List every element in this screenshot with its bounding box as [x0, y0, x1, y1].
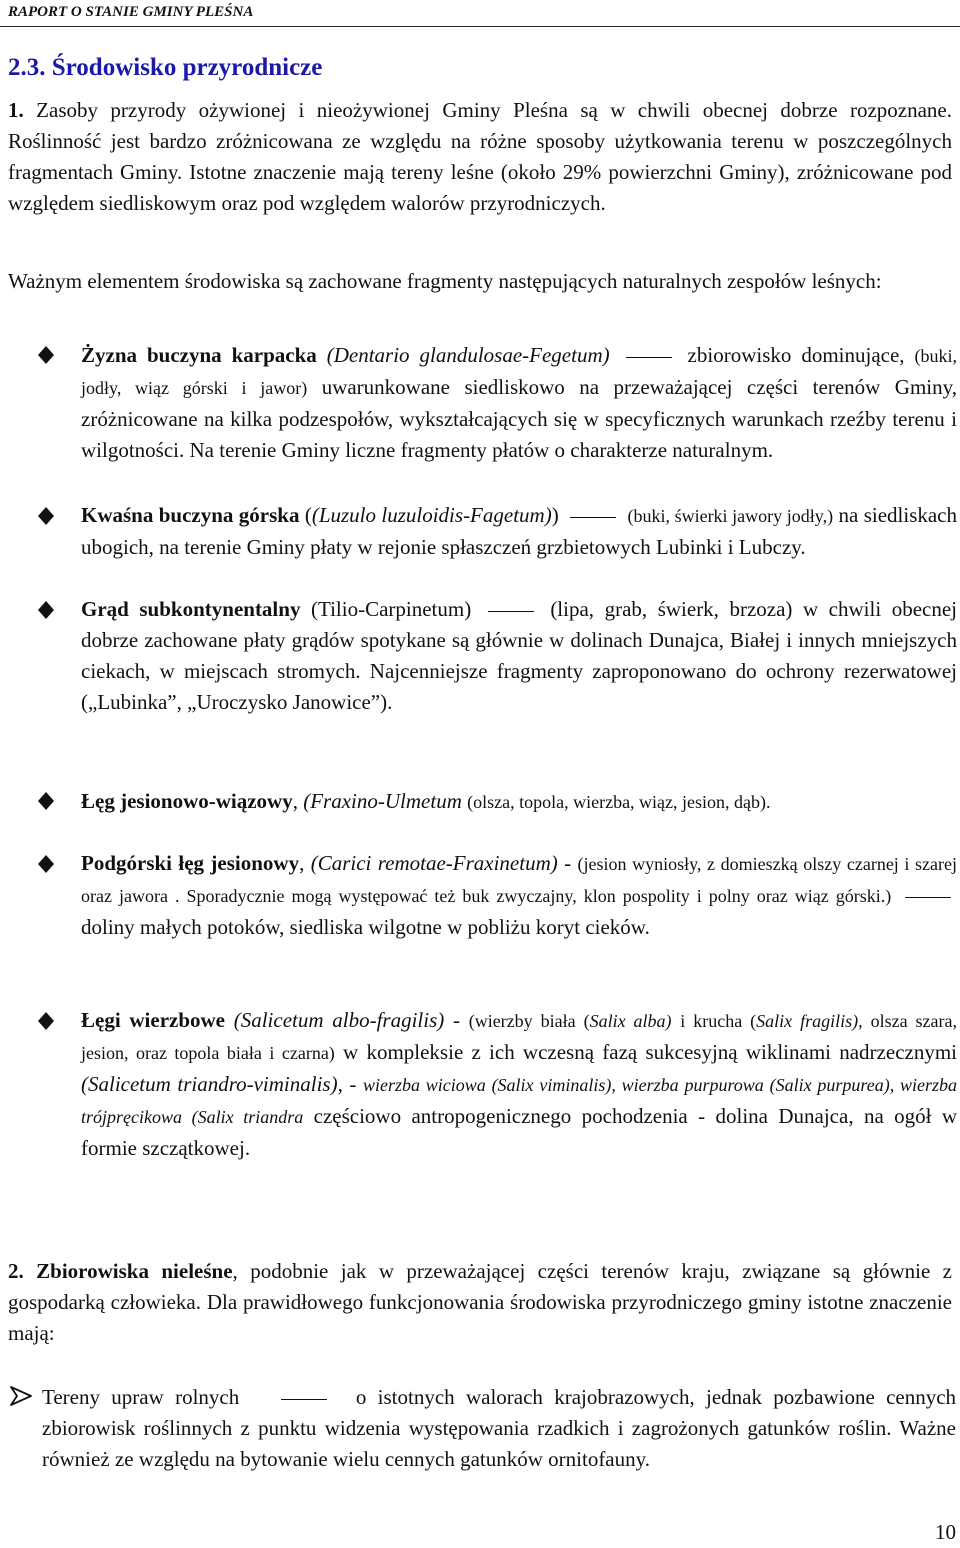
em-dash [626, 357, 672, 358]
item-latin: (Salicetum triandro-viminalis), [81, 1072, 343, 1096]
running-header: RAPORT O STANIE GMINY PLEŚNA [8, 4, 254, 20]
item-name: Łęgi wierzbowe [81, 1008, 226, 1032]
diamond-bullet-icon [36, 600, 56, 620]
item-name: Kwaśna buczyna górska [81, 503, 300, 527]
item-text: o istotnych walorach krajobrazowych, jednak pozbawione cennych zbiorowisk roślinnych z punktu widzenia występowania rzadkich i zagrożonych gatunków roślin. Ważne również ze względu na bytowanie wielu cennych gatunków ornitofauny. [42, 1385, 957, 1471]
paragraph-number: 1. [8, 98, 24, 122]
item-species-latin: Salix fragilis) [756, 1011, 859, 1031]
item-text: zbiorowisko dominujące, [687, 343, 905, 367]
diamond-bullet-icon [36, 791, 56, 811]
list-item [81, 594, 957, 718]
item-text: w kompleksie z ich wczesną fazą sukcesyjną wiklinami nadrzecznymi [343, 1040, 958, 1064]
item-latin: (Dentario glandulosae-Fegetum) [326, 343, 610, 367]
item-species: (buki, świerki jawory jodły,) [627, 506, 834, 526]
paragraph-text: Zasoby przyrody ożywionej i nieożywionej Gminy Pleśna są w chwili obecnej dobrze rozpoznane. Roślinność jest bardzo zróżnicowana ze względu na różne sposoby użytkowania terenu w poszczególnych fragmentach Gminy. Istotne znaczenie mają tereny leśne (około 29% powierzchni Gminy), zróżnicowane pod względem siedliskowym oraz pod względem walorów przyrodniczych. [8, 98, 953, 215]
arrow-list-item [42, 1382, 956, 1475]
item-text: na siedliskach ubogich, na terenie Gminy płaty w rejonie spłaszczeń grzbietowych Lubinki i Lubczy. [81, 503, 958, 559]
item-species: , olsza szara, jesion, oraz topola biała i czarna) [81, 1011, 958, 1063]
list-item: Łęg jesionowo-wiązowy, (Fraxino-Ulmetum (olsza, topola, wierzba, wiąz, jesion, dąb). [81, 789, 771, 813]
item-species: (wierzby biała ( [468, 1011, 590, 1031]
item-name: Łęg jesionowo-wiązowy [81, 789, 293, 813]
item-latin: (Fraxino-Ulmetum [303, 789, 462, 813]
section-title: 2.3. Środowisko przyrodnicze [8, 54, 323, 81]
paragraph-number: 2. [8, 1259, 24, 1283]
item-latin: (Salicetum albo-fragilis) [233, 1008, 445, 1032]
paragraph-3 [8, 1256, 952, 1349]
em-dash [281, 1399, 327, 1400]
paragraph-text: , podobnie jak w przeważającej części terenów kraju, związane są głównie z gospodarką człowieka. Dla prawidłowego funkcjonowania środowiska przyrodniczego gminy istotne znaczenie mają: [8, 1259, 952, 1345]
em-dash [570, 517, 616, 518]
diamond-bullet-icon [36, 345, 56, 365]
item-latin: (Carici remotae-Fraxinetum) [310, 851, 558, 875]
item-species-latin: wierzba wiciowa (Salix viminalis), wierzba purpurowa (Salix purpurea), wierzba trójpręcikowa (Salix triandra [81, 1075, 958, 1127]
list-item [81, 1005, 957, 1164]
list-item [81, 340, 957, 466]
item-text: - [564, 851, 572, 875]
item-latin: (Tilio-Carpinetum) [311, 597, 472, 621]
item-text: (lipa, grab, świerk, brzoza) w chwili obecnej dobrze zachowane płaty grądów spotykane są głównie w dolinach Dunajca, Białej i innych mniejszych ciekach, w miejscach stromych. Najcenniejsze fragmenty zaproponowano do ochrony rezerwatowej („Lubinka”, „Uroczysko Janowice”). [81, 597, 958, 714]
item-text: - [452, 1008, 460, 1032]
item-name: Podgórski łęg jesionowy [81, 851, 300, 875]
diamond-bullet-icon [36, 506, 56, 526]
item-text: częściowo antropogenicznego pochodzenia - dolina Dunajca, na ogół w formie szczątkowej. [81, 1104, 958, 1160]
item-species: (jesion wyniosły, z domieszką olszy czarnej i szarej oraz jawora . Sporadycznie mogą występować też buk zwyczajny, klon pospolity i polny oraz wiąz górski.) [81, 854, 958, 906]
arrow-bullet-icon [8, 1385, 34, 1407]
item-text: doliny małych potoków, siedliska wilgotne w pobliżu koryt cieków. [81, 915, 650, 939]
item-text: - [349, 1072, 357, 1096]
paragraph-1 [8, 95, 952, 219]
item-species: (olsza, topola, wierzba, wiąz, jesion, dąb). [467, 792, 771, 812]
list-item: Kwaśna buczyna górska ((Luzulo luzuloidis-Fagetum)) (buki, świerki jawory jodły,) na siedliskach ubogich, na terenie Gminy płaty w rejonie spłaszczeń grzbietowych Lubinki i Lubczy. [81, 503, 958, 559]
em-dash [905, 897, 951, 898]
item-text: Tereny upraw rolnych [42, 1385, 240, 1409]
item-species: (buki, jodły, wiąz górski i jawor) [81, 346, 957, 398]
item-name: Żyzna buczyna karpacka [81, 343, 317, 367]
em-dash [488, 611, 534, 612]
page-number: 10 [935, 1520, 956, 1544]
paragraph-bold: Zbiorowiska nieleśne [36, 1259, 233, 1283]
item-species-latin: Salix alba) [589, 1011, 672, 1031]
header-rule [0, 26, 960, 27]
item-species: i krucha ( [680, 1011, 757, 1031]
diamond-bullet-icon [36, 854, 56, 874]
paragraph-2: Ważnym elementem środowiska są zachowane fragmenty następujących naturalnych zespołów leśnych: [8, 269, 882, 293]
item-latin: (Luzulo luzuloidis-Fagetum) [311, 503, 552, 527]
list-item: Podgórski łęg jesionowy, (Carici remotae-Fraxinetum) - (jesion wyniosły, z domieszką olszy czarnej i szarej oraz jawora . Sporadycznie mogą występować też buk zwyczajny, klon pospolity i polny oraz wiąz górski.) doliny małych potoków, siedliska wilgotne w pobliżu koryt cieków. [81, 851, 958, 939]
item-name: Grąd subkontynentalny [81, 597, 301, 621]
diamond-bullet-icon [36, 1011, 56, 1031]
item-text: uwarunkowane siedliskowo na przeważającej części terenów Gminy, zróżnicowane na kilka podzespołów, wykształcających się w specyficznych warunkach rzeźby terenu i wilgotności. Na terenie Gminy liczne fragmenty płatów o charakterze naturalnym. [81, 375, 958, 462]
